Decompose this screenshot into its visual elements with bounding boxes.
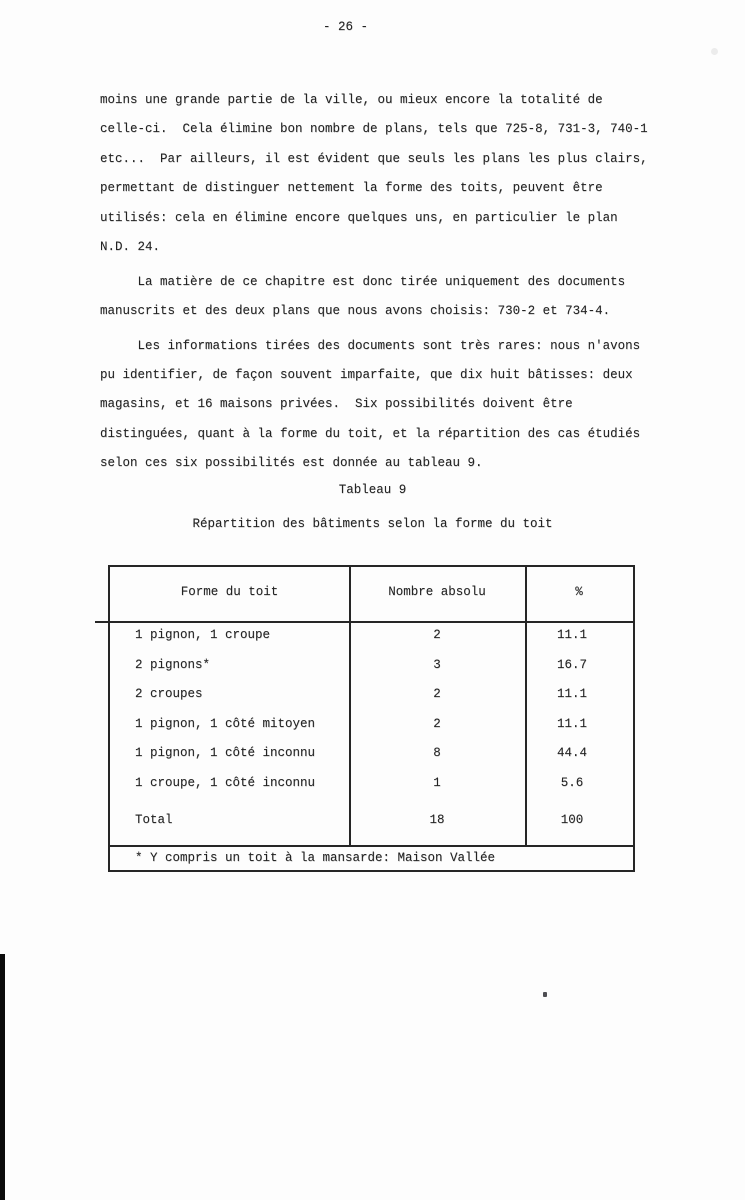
row-count: 2 bbox=[433, 687, 441, 701]
body-line: distinguées, quant à la forme du toit, et la répartition des cas étudiés bbox=[100, 426, 641, 441]
column-separator bbox=[349, 567, 351, 847]
body-line: celle-ci. Cela élimine bon nombre de plans, tels que 725-8, 731-3, 740-1 bbox=[100, 122, 648, 137]
body-line: pu identifier, de façon souvent imparfaite, que dix huit bâtisses: deux bbox=[100, 367, 633, 382]
row-percent: 11.1 bbox=[556, 628, 587, 642]
table-total-row bbox=[110, 812, 633, 828]
row-label: 2 croupes bbox=[135, 687, 203, 701]
table-subtitle: Répartition des bâtiments selon la forme du toit bbox=[192, 517, 553, 531]
total-count: 18 bbox=[429, 813, 445, 827]
row-count: 3 bbox=[433, 657, 441, 672]
column-separator bbox=[525, 567, 527, 847]
row-count: 2 bbox=[433, 716, 441, 731]
body-line: Les informations tirées des documents sont très rares: nous n'avons bbox=[100, 338, 641, 353]
body-text bbox=[100, 86, 680, 479]
scan-speck bbox=[711, 48, 718, 55]
table-row bbox=[110, 627, 633, 643]
body-line: utilisés: cela en élimine encore quelques uns, en particulier le plan bbox=[100, 210, 618, 225]
row-count: 2 bbox=[433, 628, 441, 642]
page-number: - 26 - bbox=[323, 20, 369, 34]
body-line: magasins, et 16 maisons privées. Six possibilités doivent être bbox=[100, 397, 573, 412]
body-line: manuscrits et des deux plans que nous avons choisis: 730-2 et 734-4. bbox=[100, 304, 611, 319]
row-label: 1 pignon, 1 côté mitoyen bbox=[135, 716, 316, 731]
table-row bbox=[110, 657, 633, 673]
body-line: La matière de ce chapitre est donc tirée uniquement des documents bbox=[100, 274, 626, 289]
row-percent: 11.1 bbox=[556, 687, 587, 701]
row-label: 1 pignon, 1 côté inconnu bbox=[135, 746, 316, 760]
row-label: 2 pignons* bbox=[135, 657, 211, 672]
footnote-rule bbox=[110, 845, 633, 847]
row-percent: 11.1 bbox=[556, 716, 587, 731]
row-count: 8 bbox=[433, 746, 441, 760]
total-percent: 100 bbox=[560, 813, 584, 827]
row-percent: 16.7 bbox=[556, 657, 587, 672]
table-title: Tableau 9 bbox=[338, 483, 407, 497]
body-line: selon ces six possibilités est donnée au tableau 9. bbox=[100, 456, 483, 471]
scan-speck bbox=[543, 992, 547, 997]
body-line: etc... Par ailleurs, il est évident que seuls les plans les plus clairs, bbox=[100, 151, 648, 166]
table-row bbox=[110, 745, 633, 761]
row-percent: 5.6 bbox=[560, 775, 584, 790]
table-footnote: * Y compris un toit à la mansarde: Maison Vallée bbox=[135, 851, 496, 865]
row-count: 1 bbox=[433, 775, 441, 790]
scan-artifact-bar bbox=[0, 954, 5, 1200]
row-label: 1 croupe, 1 côté inconnu bbox=[135, 775, 316, 790]
body-line: N.D. 24. bbox=[100, 240, 161, 255]
body-line: moins une grande partie de la ville, ou mieux encore la totalité de bbox=[100, 93, 603, 107]
table-row bbox=[110, 775, 633, 791]
column-header-forme-du-toit: Forme du toit bbox=[180, 585, 279, 599]
total-label: Total bbox=[135, 813, 173, 827]
body-line: permettant de distinguer nettement la forme des toits, peuvent être bbox=[100, 181, 603, 196]
table-row bbox=[110, 716, 633, 732]
row-label: 1 pignon, 1 croupe bbox=[135, 628, 271, 642]
roof-shape-table bbox=[108, 565, 635, 872]
column-header-percent: % bbox=[575, 585, 583, 599]
column-header-nombre-absolu: Nombre absolu bbox=[388, 585, 486, 599]
table-row bbox=[110, 686, 633, 702]
row-percent: 44.4 bbox=[556, 746, 587, 760]
header-rule bbox=[95, 621, 633, 623]
